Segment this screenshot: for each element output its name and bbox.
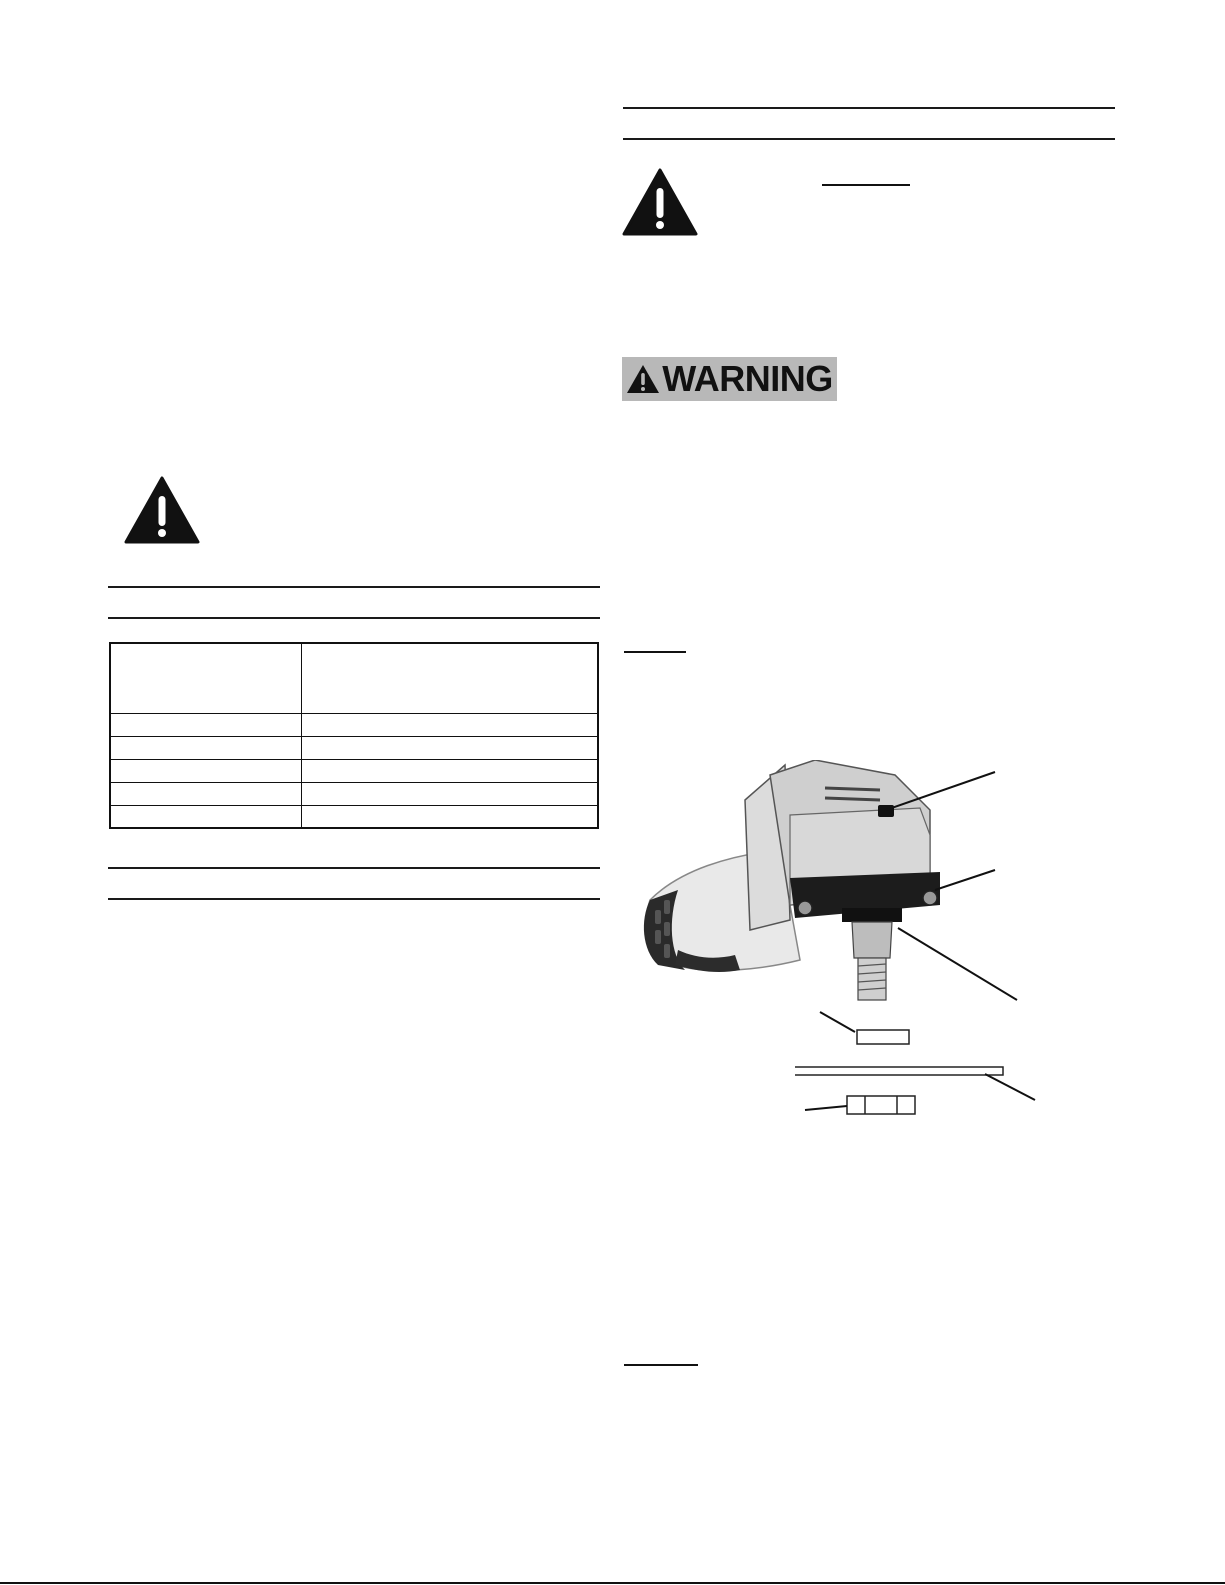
table-cell [110, 782, 302, 805]
table-cell [110, 736, 302, 759]
table-cell [110, 805, 302, 828]
note-underline [624, 651, 686, 653]
table-cell [110, 759, 302, 782]
left-section-rule-bottom [108, 617, 600, 619]
table-cell [302, 643, 599, 713]
table-cell [110, 713, 302, 736]
specification-table [109, 642, 599, 829]
table-cell [302, 759, 599, 782]
exploded-parts-diagram [795, 1010, 1045, 1120]
right-section-rule-bottom [623, 138, 1115, 140]
table-cell [302, 713, 599, 736]
table-cell [110, 643, 302, 713]
left-section-rule-top [108, 586, 600, 588]
table-row [110, 643, 598, 713]
left-lower-rule-top [108, 867, 600, 869]
table-row [110, 736, 598, 759]
left-lower-rule-bottom [108, 898, 600, 900]
table-row [110, 782, 598, 805]
right-warning-triangle-icon [622, 168, 698, 236]
left-warning-triangle-icon [124, 476, 200, 544]
table-row [110, 805, 598, 828]
right-section-rule-top [623, 107, 1115, 109]
warning-banner-label: WARNING [662, 358, 833, 399]
table-row [110, 713, 598, 736]
caution-underline [822, 184, 910, 186]
table-row [110, 759, 598, 782]
table-cell [302, 736, 599, 759]
warning-banner [622, 357, 837, 401]
banner-warning-triangle-icon [626, 364, 660, 394]
bottom-note-underline [624, 1364, 698, 1366]
footer-rule [0, 1582, 1225, 1584]
table-cell [302, 805, 599, 828]
table-cell [302, 782, 599, 805]
